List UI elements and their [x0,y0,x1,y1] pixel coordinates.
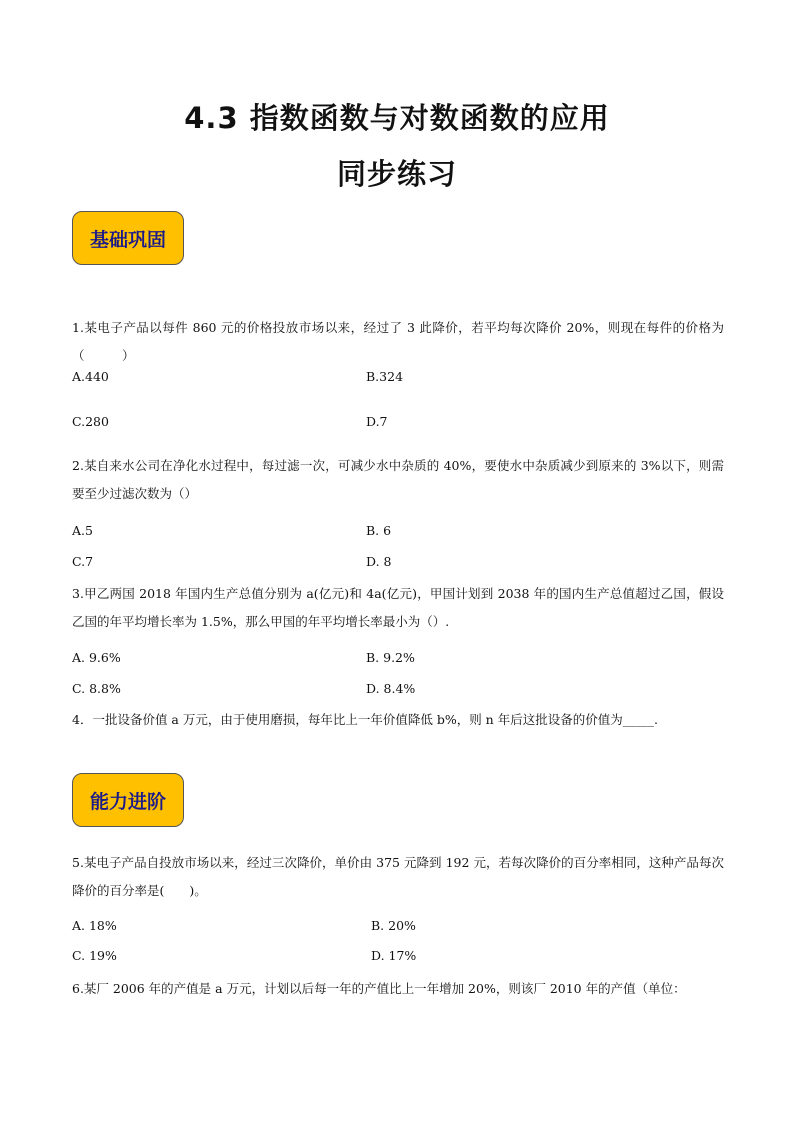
question-2-option-d: D. 8 [366,554,392,569]
question-1-option-d: D.7 [366,414,388,429]
question-1-option-c: C.280 [72,414,109,429]
question-2-option-a: A.5 [72,523,93,538]
question-3-text: 3.甲乙两国 2018 年国内生产总值分别为 a(亿元)和 4a(亿元)，甲国计划到 2038 年的国内生产总值超过乙国，假设乙国的年平均增长率为 1.5%，那么甲国的年平均增长率最小为（）. [72,586,724,629]
section-badge-basics: 基础巩固 [72,211,184,265]
question-5-option-a: A. 18% [72,918,117,933]
question-4-text: 4．一批设备价值 a 万元，由于使用磨损，每年比上一年价值降低 b%，则 n 年后这批设备的价值为_____. [72,712,658,727]
question-1-option-a: A.440 [72,369,109,384]
section-badge-advanced: 能力进阶 [72,773,184,827]
question-3-option-b: B. 9.2% [366,650,415,665]
question-5-option-d: D. 17% [371,948,417,963]
question-1-option-b: B.324 [366,369,404,384]
question-5-option-c: C. 19% [72,948,117,963]
page-title: 4.3 指数函数与对数函数的应用 [184,101,610,135]
question-2-option-c: C.7 [72,554,94,569]
question-3-option-c: C. 8.8% [72,681,121,696]
question-1-text: 1.某电子产品以每件 860 元的价格投放市场以来，经过了 3 此降价，若平均每次降价 20%，则现在每件的价格为（ ） [72,320,724,363]
question-3-option-d: D. 8.4% [366,681,416,696]
question-6-text: 6.某厂 2006 年的产值是 a 万元，计划以后每一年的产值比上一年增加 20%，则该厂 2010 年的产值（单位： [72,981,686,996]
page-subtitle: 同步练习 [336,157,457,191]
question-5-option-b: B. 20% [371,918,416,933]
question-5-text: 5.某电子产品自投放市场以来，经过三次降价，单价由 375 元降到 192 元，若每次降价的百分率相同，这种产品每次降价的百分率是( )。 [72,855,724,898]
question-3-option-a: A. 9.6% [72,650,121,665]
question-2-option-b: B. 6 [366,523,392,538]
question-2-text: 2.某自来水公司在净化水过程中，每过滤一次，可减少水中杂质的 40%，要使水中杂质减少到原来的 3%以下，则需要至少过滤次数为（） [72,458,724,501]
